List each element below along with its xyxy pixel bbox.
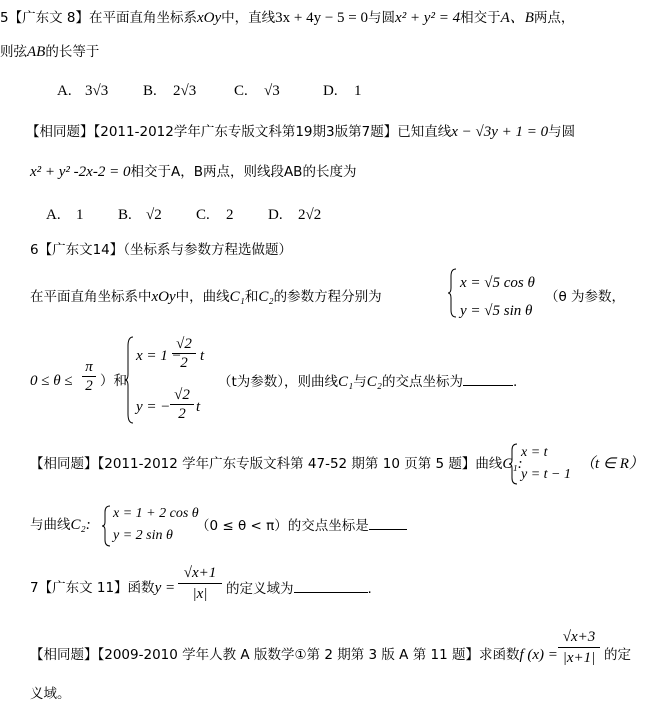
q6-range: 0 ≤ θ ≤ <box>30 373 73 389</box>
q5-mid2: 与圆 <box>368 10 396 26</box>
r7-line2: 义域。 <box>30 686 71 702</box>
r5-tail2: 相交于A，B两点，则线段AB的长度为 <box>130 164 357 180</box>
r6-line2-tail <box>196 515 407 536</box>
q5-line-eq: 3x + 4y − 5 = 0 <box>275 10 369 26</box>
q6-sys1-brace <box>448 268 458 318</box>
q5-ab: AB <box>27 44 46 60</box>
q5-opt-d-val: 1 <box>354 83 362 99</box>
r6-sys1-y: y = t − 1 <box>521 467 571 482</box>
q5-line2 <box>0 42 99 62</box>
q6-sys2-x: x = 1 − <box>136 348 182 364</box>
r6-sys1-x: x = t <box>521 445 548 460</box>
q7-end: . <box>367 581 372 597</box>
q6-sys1-y: y = √5 sin θ <box>460 303 533 319</box>
r5-eq: x − √3y + 1 = 0 <box>451 124 549 140</box>
q6-frac-b-num: √2 <box>174 387 190 403</box>
r7-lead: 【相同题】【2009-2010 学年人教 A 版数学①第 2 期第 3 版 A 第 11 题】求函数 <box>30 647 520 663</box>
q5-tail: 两点， <box>533 10 575 26</box>
q6-frac-a-num: √2 <box>176 336 192 352</box>
r5-eq2: x² + y² -2x-2 = 0 <box>30 164 131 180</box>
r5-line2 <box>30 162 356 182</box>
q5-opt-c-key: C. <box>234 83 248 99</box>
q6-frac-b-den: 2 <box>170 404 194 423</box>
q5-mid3: 相交于 <box>460 10 501 26</box>
q7-tail-text: 的定义域为 <box>226 581 294 597</box>
q5-opt-b-key: B. <box>143 83 157 99</box>
q6-l1c: 的参数方程分别为 <box>273 289 382 305</box>
brace-icon <box>102 505 112 547</box>
r5-tail: 与圆 <box>548 124 576 140</box>
r5-opt-c-key: C. <box>196 207 210 223</box>
q7-den: |x| <box>178 583 222 604</box>
q6-l2d: 的交点坐标为 <box>382 374 464 390</box>
q6-c1: C₁ <box>229 289 245 305</box>
q6-c1b: C₁ <box>338 374 354 390</box>
brace-icon <box>509 443 519 485</box>
r5-opt-c-val: 2 <box>226 207 234 223</box>
q5-line2-b: 的长等于 <box>45 44 100 60</box>
r6-sys1-brace <box>509 443 519 485</box>
q5-line1 <box>0 8 574 28</box>
r7-tail: 的定 <box>604 647 631 663</box>
q6-line2-tail <box>218 371 517 392</box>
r6-answer-blank[interactable] <box>369 515 407 530</box>
q6-frac-a <box>172 335 196 372</box>
r5-opt-d-key: D. <box>268 207 283 223</box>
q6-head: 6【广东文14】（坐标系与参数方程选做题） <box>30 242 293 258</box>
q5-opt-a-val: 3√3 <box>85 83 109 99</box>
q5-line2-a: 则弦 <box>0 44 27 60</box>
r5-opt-a-key: A. <box>46 207 61 223</box>
q5-points: A、B <box>500 10 534 26</box>
q5-opt-a-key: A. <box>57 83 72 99</box>
q6-xoy: xOy <box>151 289 176 305</box>
q6-answer-blank[interactable] <box>463 371 513 386</box>
r7-line1 <box>30 645 558 665</box>
q6-l1a: 在平面直角坐标系中 <box>30 289 152 305</box>
r5-line1 <box>26 122 575 142</box>
q6-frac-a-den: 2 <box>172 353 196 372</box>
q5-xoy: xOy <box>196 10 222 26</box>
q7-answer-blank[interactable] <box>294 578 368 593</box>
q5-opt-b-val: 2√3 <box>173 83 197 99</box>
r6-sys2-y: y = 2 sin θ <box>113 528 173 543</box>
r6-l2a: 与曲线 <box>30 517 71 533</box>
q6-heading <box>30 240 292 260</box>
q6-frac-b <box>170 386 194 423</box>
q5-opt-c-val: √3 <box>264 83 280 99</box>
q6-l2a: ）和 <box>100 373 127 389</box>
q7-tail <box>226 578 372 599</box>
r6-c1: C₁: <box>502 456 523 472</box>
r7-f: f (x) = <box>519 647 558 663</box>
q6-l2c: 与 <box>353 374 367 390</box>
q6-sys1-x: x = √5 cos θ <box>460 275 535 291</box>
r6-line2 <box>30 515 91 535</box>
q6-pi-frac <box>82 358 96 395</box>
r5-lead: 【相同题】【2011-2012学年广东专版文科第19期3版第7题】已知直线 <box>26 124 452 140</box>
r5-opt-a-val: 1 <box>76 207 84 223</box>
q5-mid1: 中，直线 <box>221 10 276 26</box>
q6-l1d: （θ 为参数， <box>545 289 626 305</box>
r6-line1 <box>30 454 523 474</box>
q6-pi: π <box>85 359 93 375</box>
q6-l2b: （t为参数），则曲线 <box>218 374 339 390</box>
q7-line <box>30 578 175 598</box>
q6-c2: C₂ <box>258 289 274 305</box>
r7-frac <box>558 627 600 668</box>
q6-l1b: 中，曲线 <box>175 289 230 305</box>
q7-num: √x+1 <box>183 565 217 581</box>
q6-and: 和 <box>244 289 259 305</box>
r5-opt-b-val: √2 <box>146 207 162 223</box>
q7-lead: 7【广东文 11】函数 <box>30 580 155 596</box>
q5-lead: 5【广东文 8】在平面直角坐标系 <box>0 10 197 26</box>
q6-end: . <box>513 374 518 390</box>
r6-cond2: （0 ≤ θ < π）的交点坐标是 <box>196 518 369 534</box>
r6-cond: （t ∈ R） <box>580 456 644 472</box>
q6-sys2-y: y = − <box>136 399 171 415</box>
q6-pi-den: 2 <box>82 376 96 395</box>
q6-line1 <box>30 287 382 307</box>
q7-frac <box>178 563 222 604</box>
r7-den: |x+1| <box>558 647 600 668</box>
q5-opt-d-key: D. <box>323 83 338 99</box>
r6-sys2-x: x = 1 + 2 cos θ <box>113 506 199 521</box>
r6-c2: C₂: <box>70 517 91 533</box>
brace-icon <box>125 336 135 424</box>
q6-c2b: C₂ <box>366 374 383 390</box>
q6-sys2-brace <box>125 336 135 424</box>
r5-opt-b-key: B. <box>118 207 132 223</box>
q5-circle-eq: x² + y² = 4 <box>395 10 461 26</box>
brace-icon <box>448 268 458 318</box>
r6-sys2-brace <box>102 505 112 547</box>
r5-opt-d-val: 2√2 <box>298 207 322 223</box>
q6-t-a: t <box>200 348 205 364</box>
r6-lead: 【相同题】【2011-2012 学年广东专版文科第 47-52 期第 10 页第 5 题】曲线 <box>30 456 503 472</box>
q6-t-b: t <box>196 399 201 415</box>
q7-y: y = <box>154 580 176 596</box>
r7-num: √x+3 <box>562 629 596 645</box>
